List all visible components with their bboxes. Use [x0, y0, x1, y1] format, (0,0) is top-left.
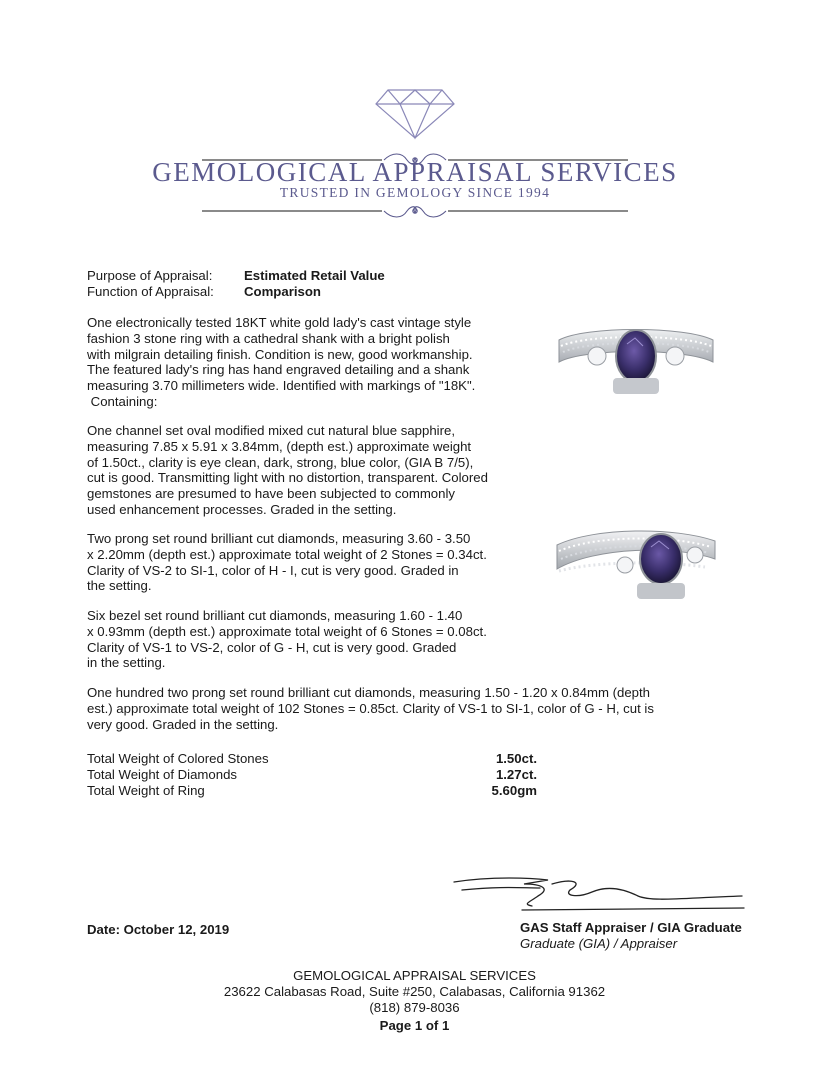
- total-row: [87, 767, 537, 783]
- ring-photo-side: [555, 521, 717, 609]
- total-label: Total Weight of Ring: [87, 783, 205, 798]
- total-value: 1.27ct.: [495, 767, 537, 782]
- appraisal-date: Date: October 12, 2019: [87, 922, 230, 937]
- total-row: [87, 751, 537, 767]
- total-value: 1.50ct.: [495, 751, 537, 766]
- total-label: Total Weight of Diamonds: [87, 767, 238, 782]
- appraiser-subtitle: Graduate (GIA) / Appraiser: [520, 936, 678, 951]
- appraiser-title: GAS Staff Appraiser / GIA Graduate: [520, 920, 742, 935]
- ornament-rule-bottom: [202, 203, 628, 219]
- page-number: Page 1 of 1: [379, 1018, 450, 1033]
- function-row: [87, 284, 487, 301]
- total-label: Total Weight of Colored Stones: [87, 751, 269, 766]
- footer-address: 23622 Calabasas Road, Suite #250, Calabasas, California 91362: [223, 984, 606, 999]
- signature: [452, 874, 752, 916]
- diamond-logo-icon: [374, 88, 456, 140]
- brand-tagline: TRUSTED IN GEMOLOGY SINCE 1994: [279, 185, 551, 200]
- total-row: [87, 783, 537, 799]
- ring-photo-top: [555, 318, 717, 406]
- footer-phone: (818) 879-8036: [369, 1000, 460, 1015]
- prong-diamonds-description: Two prong set round brilliant cut diamonds, measuring 3.60 - 3.50 x 2.20mm (depth est.) approximate total weight of 2 Stones = 0.34ct. Clarity of VS-2 to SI-1, color of H - I, cut is very good. Graded in the setting.: [87, 531, 487, 594]
- brand-name: GEMOLOGICAL APPRAISAL SERVICES: [152, 157, 678, 187]
- bezel-diamonds-description: Six bezel set round brilliant cut diamonds, measuring 1.60 - 1.40 x 0.93mm (depth est.) approximate total weight of 6 Stones = 0.08ct. Clarity of VS-1 to VS-2, color of G - H, cut is very good. Graded in the setting.: [87, 608, 487, 671]
- purpose-value: Estimated Retail Value: [244, 268, 385, 283]
- ring-description: One electronically tested 18KT white gold lady's cast vintage style fashion 3 stone ring with a cathedral shank with a bright polish with milgrain detailing finish. Condition is new, good workmanship. The featured lady's ring has hand engraved detailing and a shank measuring 3.70 millimeters wide. Identified with markings of "18K". Containing:: [87, 315, 476, 409]
- purpose-label: Purpose of Appraisal:: [87, 268, 213, 283]
- purpose-row: [87, 268, 487, 285]
- sapphire-description: One channel set oval modified mixed cut natural blue sapphire, measuring 7.85 x 5.91 x 3.84mm, (depth est.) approximate weight of 1.50ct., clarity is eye clean, dark, strong, blue color, (GIA B 7/5), cut is good. Transmitting light with no distortion, transparent. Colored gemstones are presumed to have been subjected to commonly used enhancement processes. Graded in the setting.: [87, 423, 488, 517]
- footer-company: GEMOLOGICAL APPRAISAL SERVICES: [293, 968, 536, 983]
- total-value: 5.60gm: [491, 783, 537, 798]
- melee-diamonds-description: One hundred two prong set round brilliant cut diamonds, measuring 1.50 - 1.20 x 0.84mm (depth est.) approximate total weight of 102 Stones = 0.85ct. Clarity of VS-1 to SI-1, color of G - H, cut is very good. Graded in the setting.: [87, 685, 654, 732]
- function-label: Function of Appraisal:: [87, 284, 214, 299]
- function-value: Comparison: [244, 284, 321, 299]
